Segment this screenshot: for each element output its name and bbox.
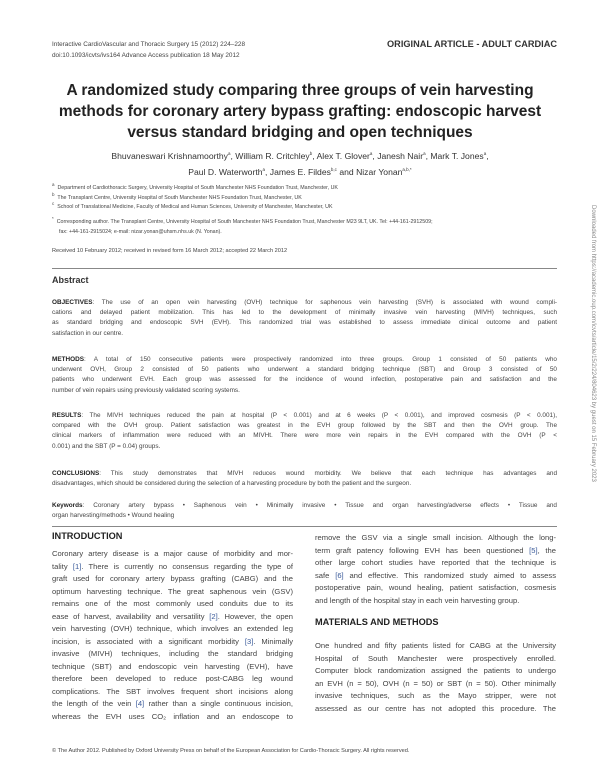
text-line: One hundred and fifty patients listed for CABG at the University [315, 641, 556, 650]
title-line: methods for coronary artery bypass grafting: endoscopic harvest [58, 103, 542, 120]
author-list: Bhuvaneswari Krishnamoorthy$^a$, William R. Critchley$^b$, Alex T. Glover$^a$, Janesh Nair$^a$, Mark T. Jones$^a$, Paul D. Waterworth$^a$, James E. Fildes$^{b,c}$ and Nizar Yonan$^{a,b,*}$ [111, 151, 489, 177]
abstract-results [52, 411, 557, 452]
author: Alex T. Glover$^a$ [316, 151, 373, 161]
text-line: an EVH (n = 50), OVH (n = 50) or SBT (n = 50). Other minimally [315, 678, 556, 688]
journal-citation [52, 39, 245, 62]
affiliations [52, 184, 338, 213]
text-line: assessed as our centre has not adopted this procedure. The [315, 703, 556, 713]
text-line: OBJECTIVES: The use of an open vein harvesting (OVH) technique for saphenous vein harvesting (SVH) is associated with wound compli- [52, 299, 557, 306]
author: Nizar Yonan$^{a,b,*}$ [356, 167, 412, 177]
paragraph-label: OBJECTIVES [52, 299, 93, 306]
citation-link[interactable]: [2] [209, 611, 218, 621]
introduction-text-continued [315, 532, 556, 607]
text-line: therefore been developed to reduce post-CABG leg wound [52, 674, 293, 683]
paragraph-label: METHODS [52, 356, 84, 363]
text-line: compared with the OVH group. Patient satisfaction was greatest in the EVH group followed by the SBT and then the OVH group. The [52, 422, 557, 430]
and-word: and [336, 167, 357, 177]
author: Bhuvaneswari Krishnamoorthy$^a$ [111, 151, 231, 161]
text-line: cations and delayed patient mobilization. This has led to the development of minimally invasive vein harvesting (MIVH) techniques, such [52, 309, 557, 317]
text-line: as standard bridging and endoscopic SVH (EVH). This randomized trial was established to assess immediate clinical outcome and patient [52, 319, 557, 327]
text-line: organ harvesting/methods • Wound healing [52, 512, 175, 520]
materials-methods-heading: MATERIALS AND METHODS [315, 617, 439, 627]
citation-link[interactable]: [5] [529, 545, 538, 555]
introduction-heading: INTRODUCTION [52, 531, 123, 541]
article-title [40, 80, 560, 143]
text-line: whereas the EVH uses CO₂ inflation and an endoscope to [52, 711, 293, 721]
materials-methods-text [315, 640, 556, 715]
author: William R. Critchley$^b$ [235, 151, 313, 161]
introduction-text [52, 548, 293, 723]
paragraph-label: CONCLUSIONS [52, 470, 100, 477]
text-line: Keywords: Coronary artery bypass • Saphenous vein • Minimally invasive • Tissue and organ harvesting/adverse effects • Tissue and [52, 502, 557, 509]
article-section-label: ORIGINAL ARTICLE - ADULT CARDIAC [387, 39, 557, 49]
affiliation: $^a$ Department of Cardiothoracic Surgery, University Hospital of South Manchester NHS Foundation Trust, Manchester, UK [52, 182, 338, 191]
title-line: versus standard bridging and open techniques [127, 124, 473, 141]
author: Janesh Nair$^a$ [377, 151, 426, 161]
text-line: vein harvesting (OVH) technique, which involves an extended leg [52, 624, 293, 633]
title-line: A randomized study comparing three groups of vein harvesting [66, 82, 534, 99]
text-line: clinical markers of inflammation were reduced with an MIVHt. There were more vein repairs in the EVH compared with the OVH (P < [52, 432, 557, 440]
text-line: the length of the vein [4] rather than a single continuous incision, [52, 699, 293, 708]
paragraph-label: RESULTS [52, 412, 82, 419]
corresponding-line: fax: +44-161-2915024; e-mail: nizar.yonan@uhsm.nhs.uk (N. Yonan). [59, 228, 222, 235]
abstract-keywords [52, 501, 557, 521]
text-line: remains one of the most commonly used conduits due to its [52, 599, 293, 608]
text-line: and length of the hospital stay in each vein harvesting group. [315, 595, 520, 605]
text-line: complications. The SBT involves frequent short incisions along [52, 686, 293, 696]
divider [52, 526, 557, 527]
citation-link[interactable]: [6] [335, 570, 344, 580]
abstract-conclusions [52, 469, 557, 489]
author: Paul D. Waterworth$^a$ [188, 167, 265, 177]
citation-link[interactable]: [1] [72, 561, 82, 571]
text-line: safe [6] and effective. This randomized study aimed to assess [315, 570, 556, 580]
corresponding-line: Corresponding author. The Transplant Centre, University Hospital of South Manchester NHS Foundation Trust, Manchester M23 9LT, UK. Tel: +44-161-2912509; [56, 219, 433, 225]
abstract-methods [52, 355, 557, 396]
text-line: incision, is associated with a significant morbidity [3]. Minimally [52, 636, 293, 646]
corresponding-author [52, 218, 433, 237]
copyright-footer: © The Author 2012. Published by Oxford University Press on behalf of the European Association for Cardio-Thoracic Surgery. All rights reserved. [52, 748, 410, 754]
text-line: Coronary artery disease is a major cause of morbidity and mor- [52, 549, 293, 558]
text-line: postoperative pain, wound healing, patient satisfaction, cosmesis [315, 583, 556, 592]
text-line: RESULTS: The MIVH techniques reduced the pain at hospital (P < 0.001) and at 6 weeks (P < 0.001), and improved cosmesis (P < 0.001), [52, 412, 557, 419]
text-line: patients who underwent EVH. Each group was assessed for the incidence of wound infection, postoperative pain and satisfaction and the [52, 376, 557, 384]
text-line: invasive techniques, such as the Mayo stripper, were not [315, 691, 556, 700]
text-line: METHODS: A total of 150 consecutive patients were prospectively randomized into three groups. Group 1 consisted of 50 patients who [52, 356, 557, 363]
text-line: ease of harvest, availability and versatility [2]. However, the open [52, 611, 293, 621]
text-line: technique (SBT) and endoscopic vein harvesting (EVH), have [52, 661, 293, 671]
text-line: graft used for coronary artery bypass grafting (CABG) and the [52, 574, 293, 583]
text-line: 0.001) and the SBT (P = 0.04) groups. [52, 442, 161, 450]
download-note: Downloaded from https://academic.oup.com/icvts/article/15/2/224/804623 by guest on 15 February 2023 [590, 205, 596, 482]
text-line: tality [1]. There is currently no consensus regarding the type of [52, 561, 293, 571]
journal-name: Interactive CardioVascular and Thoracic Surgery 15 (2012) 224–228 [52, 41, 246, 48]
abstract-heading: Abstract [52, 275, 89, 285]
text-line: other large cohort studies have reported that the technique is [315, 558, 556, 567]
text-line: Computer block randomization assigned the patients to undergo [315, 666, 556, 675]
text-line: underwent OVH, Group 2 consisted of 50 patients who underwent a standard bridging technique (SBT) and Group 3 consisted of 50 [52, 366, 557, 374]
doi-line: doi:10.1093/icvts/ivs164 Advance Access publication 18 May 2012 [52, 52, 240, 59]
text-line: remove the GSV via a single small incision. Although the long- [315, 533, 556, 542]
text-line: CONCLUSIONS: This study demonstrates that MIVH reduces wound morbidity. We believe that each technique has advantages and [52, 470, 557, 477]
citation-link[interactable]: [3] [244, 636, 254, 646]
paragraph-label: Keywords [52, 502, 83, 509]
affiliation: $^b$ The Transplant Centre, University Hospital of South Manchester NHS Foundation Trust, Manchester, UK [52, 191, 302, 201]
received-dates: Received 10 February 2012; received in revised form 16 March 2012; accepted 22 March 2012 [52, 248, 288, 254]
text-line: Hospital of South Manchester were prospectively enrolled. [315, 653, 556, 663]
author: James E. Fildes$^{b,c}$ [269, 167, 337, 177]
text-line: satisfaction in our centre. [52, 329, 124, 337]
author: Mark T. Jones$^a$ [430, 151, 487, 161]
corresponding-mark: * [52, 216, 54, 222]
text-line: number of vein repairs using previously validated scoring systems. [52, 386, 240, 394]
text-line: disadvantages, which should be considered during the selection of a harvesting procedure by both the patient and the surgeon. [52, 480, 412, 488]
text-line: term graft patency following EVH has been questioned [5], the [315, 545, 556, 555]
divider [52, 268, 557, 269]
affiliation: $^c$ School of Translational Medicine, Faculty of Medical and Human Sciences, University of Manchester, Manchester, UK [52, 201, 333, 210]
text-line: optimum harvesting technique. The great saphenous vein (GSV) [52, 586, 293, 596]
abstract-objectives [52, 298, 557, 339]
citation-link[interactable]: [4] [135, 699, 145, 708]
text-line: invasive (MIVH) techniques, including the standard bridging [52, 649, 293, 658]
